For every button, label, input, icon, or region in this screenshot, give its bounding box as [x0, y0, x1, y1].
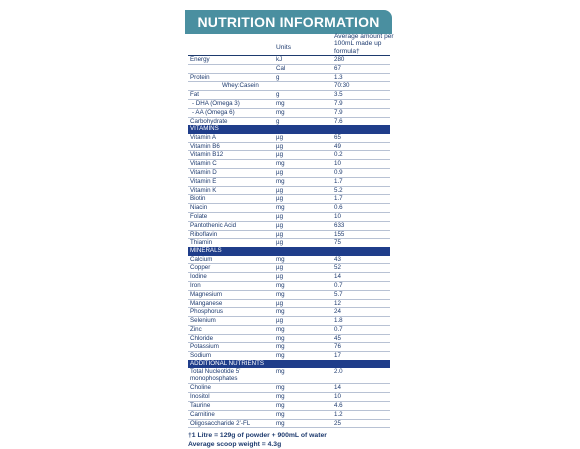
title-banner: [185, 10, 392, 34]
nutrient-unit: mg: [276, 204, 285, 212]
nutrient-value: 17: [334, 352, 341, 360]
nutrient-name: Zinc: [190, 325, 202, 333]
nutrient-unit: mg: [276, 334, 285, 342]
nutrient-name: Vitamin B6: [190, 142, 220, 150]
nutrient-unit: g: [276, 117, 280, 125]
nutrient-name: Riboflavin: [190, 230, 218, 238]
table-row: [188, 239, 390, 247]
table-row: [188, 317, 390, 326]
table-row: [188, 343, 390, 352]
nutrient-name: Vitamin A: [190, 133, 217, 141]
nutrient-unit: mg: [276, 281, 285, 289]
table-row: [188, 264, 390, 273]
nutrient-name: Manganese: [190, 299, 223, 307]
nutrient-name: Vitamin C: [190, 160, 217, 168]
nutrient-value: 4.6: [334, 402, 343, 410]
nutrient-unit: µg: [276, 142, 284, 150]
table-row: [188, 273, 390, 282]
nutrient-value: 24: [334, 308, 341, 316]
nutrient-unit: kJ: [276, 56, 283, 63]
nutrient-name: Selenium: [190, 317, 216, 325]
page-title: NUTRITION INFORMATION: [197, 14, 380, 30]
section-minerals: MINERALS: [188, 247, 390, 255]
nutrient-value: 1.2: [334, 410, 343, 418]
nutrient-unit: g: [276, 91, 280, 99]
table-row: [188, 308, 390, 317]
nutrient-unit: mg: [276, 325, 285, 333]
nutrient-name: Copper: [190, 264, 211, 272]
nutrient-name: Magnesium: [190, 290, 222, 298]
section-vitamins: VITAMINS: [188, 125, 390, 133]
table-row: [188, 143, 390, 152]
nutrient-unit: mg: [276, 384, 285, 392]
nutrient-name: Vitamin E: [190, 177, 217, 185]
table-row: [188, 109, 390, 118]
nutrient-value: 0.7: [334, 325, 343, 333]
table-row: [188, 134, 390, 143]
nutrient-value: 45: [334, 334, 341, 342]
table-row: [188, 74, 390, 83]
footnote-litre: †1 Litre = 129g of powder + 900mL of water: [188, 432, 327, 439]
nutrient-name: Energy: [190, 56, 210, 63]
nutrition-table: [188, 56, 390, 428]
nutrient-value: 75: [334, 239, 341, 247]
table-row: [188, 393, 390, 402]
nutrient-unit: µg: [276, 299, 284, 307]
nutrient-value: 1.8: [334, 317, 343, 325]
nutrient-name: Iron: [190, 281, 201, 289]
nutrient-unit: mg: [276, 255, 285, 263]
table-row: [188, 222, 390, 231]
nutrient-value: 3.5: [334, 91, 343, 99]
nutrient-unit: µg: [276, 195, 284, 203]
nutrient-unit: mg: [276, 368, 285, 376]
nutrient-unit: mg: [276, 419, 285, 427]
nutrient-value: 25: [334, 419, 341, 427]
nutrient-value: 12: [334, 299, 341, 307]
table-row: [188, 195, 390, 204]
nutrient-value: 67: [334, 64, 341, 72]
average-header-line2: 100mL made up formula†: [334, 40, 382, 55]
nutrient-unit: Cal: [276, 64, 286, 72]
table-row: [188, 204, 390, 213]
table-row: [188, 256, 390, 265]
nutrient-value: 0.7: [334, 281, 343, 289]
table-row: [188, 352, 390, 360]
nutrient-unit: µg: [276, 221, 284, 229]
units-header: Units: [276, 44, 292, 51]
nutrient-name: Fat: [190, 91, 199, 99]
nutrient-name: Phosphorus: [190, 308, 224, 316]
nutrient-unit: µg: [276, 317, 284, 325]
nutrient-value: 1.7: [334, 195, 343, 203]
table-row: [188, 368, 390, 384]
table-row: [188, 231, 390, 240]
nutrient-value: 49: [334, 142, 341, 150]
nutrient-value: 14: [334, 273, 341, 281]
table-row: [188, 91, 390, 100]
nutrient-unit: mg: [276, 393, 285, 401]
nutrient-name: Vitamin D: [190, 168, 217, 176]
nutrient-unit: mg: [276, 308, 285, 316]
table-row: [188, 169, 390, 178]
nutrient-name: Taurine: [190, 402, 211, 410]
nutrient-name-cont: monophosphates: [190, 375, 238, 383]
table-row: [188, 300, 390, 309]
nutrient-name: Whey:Casein: [222, 82, 259, 90]
nutrient-name: Oligosaccharide 2’-FL: [190, 419, 251, 427]
nutrient-name: Choline: [190, 384, 211, 392]
nutrient-unit: µg: [276, 273, 284, 281]
nutrient-name: Thiamin: [190, 239, 213, 247]
nutrient-name: Vitamin K: [190, 186, 217, 194]
table-row: [188, 56, 390, 65]
table-row: [188, 118, 390, 126]
table-row: [188, 82, 390, 91]
nutrient-value: 14: [334, 384, 341, 392]
nutrient-unit: mg: [276, 343, 285, 351]
nutrient-unit: µg: [276, 151, 284, 159]
average-header: [334, 33, 396, 55]
nutrient-name: Carnitine: [190, 410, 215, 418]
nutrient-unit: µg: [276, 239, 284, 247]
nutrient-value: 0.6: [334, 204, 343, 212]
nutrient-unit: µg: [276, 230, 284, 238]
nutrient-value: 7.9: [334, 99, 343, 107]
table-row: [188, 178, 390, 187]
nutrient-unit: mg: [276, 352, 285, 360]
nutrient-value: 10: [334, 160, 341, 168]
nutrient-unit: mg: [276, 160, 285, 168]
nutrient-value: 76: [334, 343, 341, 351]
nutrient-value: 633: [334, 221, 345, 229]
nutrient-unit: mg: [276, 108, 285, 116]
nutrient-value: 0.2: [334, 151, 343, 159]
nutrient-name: Total Nucleotide 5’: [190, 368, 241, 376]
nutrient-value: 155: [334, 230, 345, 238]
nutrient-name: Sodium: [190, 352, 211, 360]
table-row: [188, 411, 390, 420]
nutrient-unit: mg: [276, 402, 285, 410]
table-row: [188, 187, 390, 196]
table-row: [188, 420, 390, 429]
table-row: [188, 291, 390, 300]
nutrient-name: Potassium: [190, 343, 219, 351]
nutrient-value: 2.0: [334, 368, 343, 376]
nutrient-unit: µg: [276, 264, 284, 272]
table-row: [188, 384, 390, 393]
nutrient-value: 70:30: [334, 82, 350, 90]
nutrient-value: 7.9: [334, 108, 343, 116]
table-row: [188, 160, 390, 169]
table-row: [188, 213, 390, 222]
nutrient-name: Pantothenic Acid: [190, 221, 237, 229]
nutrient-value: 280: [334, 56, 345, 63]
nutrient-name: Folate: [190, 212, 208, 220]
nutrient-value: 5.7: [334, 290, 343, 298]
nutrient-name: Inositol: [190, 393, 210, 401]
nutrient-unit: µg: [276, 212, 284, 220]
table-row: [188, 402, 390, 411]
nutrient-unit: µg: [276, 168, 284, 176]
nutrient-value: 1.7: [334, 177, 343, 185]
table-row: [188, 100, 390, 109]
nutrient-name: Protein: [190, 73, 210, 81]
table-row: [188, 65, 390, 74]
nutrient-value: 52: [334, 264, 341, 272]
nutrient-value: 7.6: [334, 117, 343, 125]
nutrient-value: 5.2: [334, 186, 343, 194]
nutrient-unit: µg: [276, 186, 284, 194]
nutrient-name: Calcium: [190, 255, 213, 263]
nutrient-unit: mg: [276, 290, 285, 298]
table-row: [188, 335, 390, 344]
nutrient-unit: mg: [276, 410, 285, 418]
table-row: [188, 282, 390, 291]
nutrient-name: - DHA (Omega 3): [192, 99, 240, 107]
nutrient-unit: µg: [276, 133, 284, 141]
nutrient-value: 1.3: [334, 73, 343, 81]
nutrient-value: 0.9: [334, 168, 343, 176]
nutrient-name: Chloride: [190, 334, 214, 342]
nutrient-name: - AA (Omega 6): [192, 108, 235, 116]
nutrient-unit: g: [276, 73, 280, 81]
nutrient-value: 10: [334, 393, 341, 401]
nutrient-value: 65: [334, 133, 341, 141]
nutrient-name: Carbohydrate: [190, 117, 228, 125]
average-header-line1: Average amount per: [334, 33, 394, 40]
nutrient-value: 10: [334, 212, 341, 220]
section-additional-nutrients: ADDITIONAL NUTRIENTS: [188, 360, 390, 368]
nutrient-name: Vitamin B12: [190, 151, 224, 159]
nutrient-name: Biotin: [190, 195, 206, 203]
nutrient-value: 43: [334, 255, 341, 263]
nutrient-unit: mg: [276, 99, 285, 107]
footnote-scoop: Average scoop weight = 4.3g: [188, 441, 282, 448]
nutrient-name: Iodine: [190, 273, 207, 281]
table-row: [188, 151, 390, 160]
nutrient-name: Niacin: [190, 204, 208, 212]
table-row: [188, 326, 390, 335]
nutrient-unit: mg: [276, 177, 285, 185]
